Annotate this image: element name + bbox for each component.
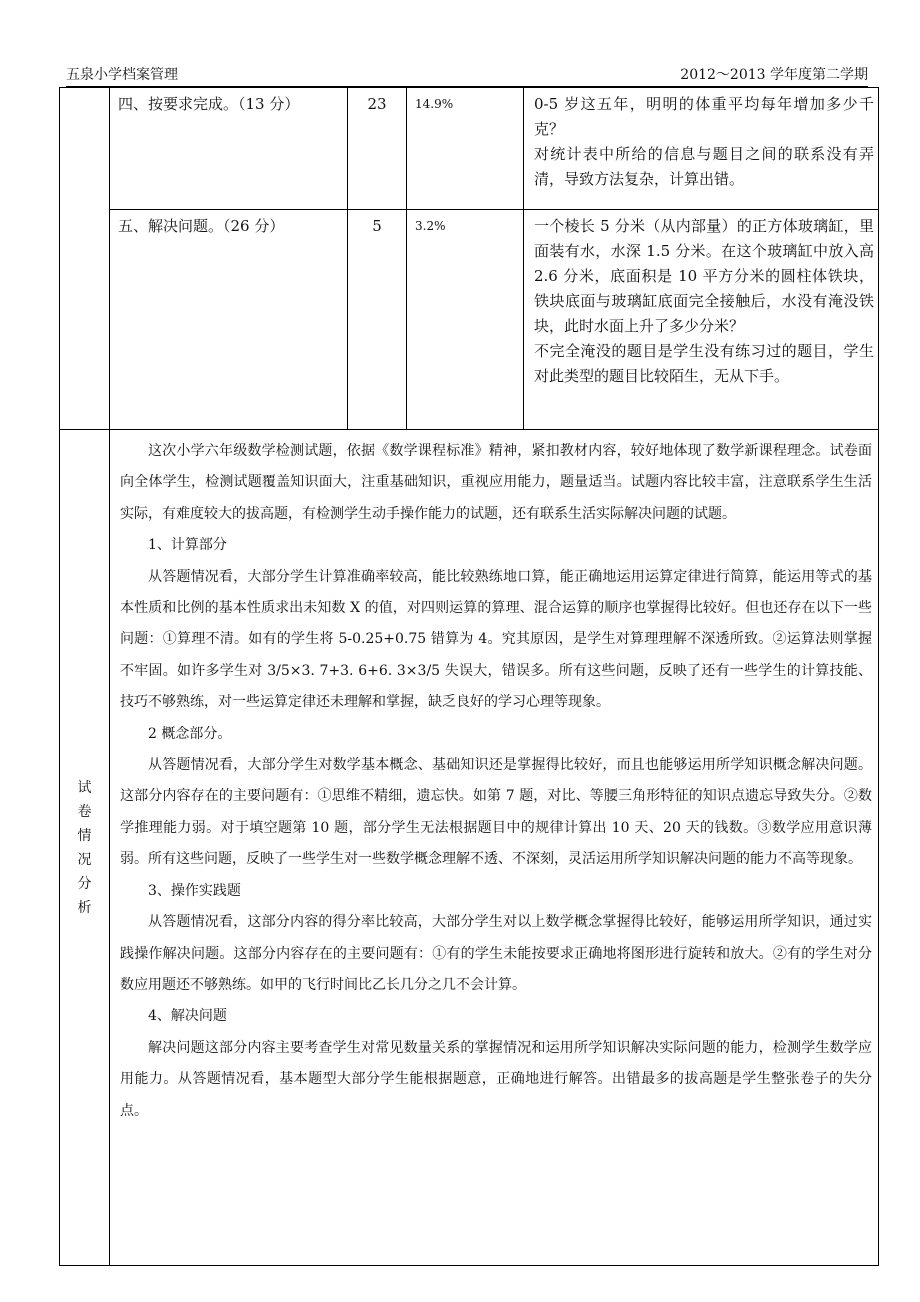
school-term: 2012～2013 学年度第二学期	[680, 67, 868, 83]
error-reason: 不完全淹没的题目是学生没有练习过的题目，学生对此类型的题目比较陌生，无从下手。	[534, 342, 874, 385]
section-body-calculation: 从答题情况看，大部分学生计算准确率较高，能比较熟练地口算，能正确地运用运算定律进行简算，能运用等式的基本性质和比例的基本性质求出未知数 X 的值，对四则运算的算理、混合运算的顺序也掌握得比较好。但也还存在以下一些问题：①算理不清。如有的学生将 5-0.25+0.75 错算为 4。究其原因，是学生对算理理解不深透所致。②运算法则掌握不牢固。如许多学生对 3/5×3. 7+3. 6+6. 3×3/5 失误大，错误多。所有这些问题，反映了还有一些学生的计算技能、技巧不够熟练，对一些运算定律还未理解和掌握，缺乏良好的学习心理等现象。	[120, 568, 872, 711]
side-label: 试卷情况分析	[77, 779, 92, 916]
typical-error-cell	[524, 210, 879, 430]
question-cell: 四、按要求完成。（13 分）	[110, 88, 348, 210]
table-row	[60, 88, 879, 210]
section-body-problem-solving: 解决问题这部分内容主要考查学生对常见数量关系的掌握情况和运用所学知识解决实际问题的能力，检测学生数学应用能力。从答题情况看，基本题型大部分学生能根据题意，正确地进行解答。出错最多的拔高题是学生整张卷子的失分点。	[120, 1039, 872, 1119]
side-label-cell	[60, 430, 110, 1266]
section-body-practice: 从答题情况看，这部分内容的得分率比较高，大部分学生对以上数学概念掌握得比较好，能够运用所学知识，通过实践操作解决问题。这部分内容存在的主要问题有：①有的学生未能按要求正确地将图形进行旋转和放大。②有的学生对分数应用题还不够熟练。如甲的飞行时间比乙长几分之几不会计算。	[120, 914, 872, 993]
blank-side-cell	[60, 88, 110, 430]
section-title-practice: 3、操作实践题	[148, 882, 241, 899]
analysis-content	[110, 430, 879, 1266]
page-header	[66, 64, 868, 86]
error-rate-cell: 14.9%	[407, 88, 524, 210]
error-count-cell: 5	[348, 210, 407, 430]
table-row	[60, 210, 879, 430]
error-count-cell: 23	[348, 88, 407, 210]
section-title-problem-solving: 4、解决问题	[148, 1008, 227, 1025]
school-archive-title: 五泉小学档案管理	[66, 67, 178, 83]
section-title-concept: 2 概念部分。	[148, 725, 232, 742]
section-body-concept: 从答题情况看，大部分学生对数学基本概念、基础知识还是掌握得比较好，而且也能够运用所学知识概念解决问题。这部分内容存在的主要问题有：①思维不精细，遗忘快。如第 7 题，对比、等腰三角形特征的知识点遗忘导致失分。②数学推理能力弱。对于填空题第 10 题，部分学生无法根据题目中的规律计算出 10 天、20 天的钱数。③数学应用意识薄弱。所有这些问题，反映了一些学生对一些数学概念理解不透、不深刻，灵活运用所学知识解决问题的能力不高等现象。	[120, 757, 872, 868]
analysis-table	[59, 87, 879, 1266]
question-cell: 五、解决问题。（26 分）	[110, 210, 348, 430]
section-title-calculation: 1、计算部分	[148, 537, 227, 554]
analysis-row	[60, 430, 879, 1266]
error-rate-cell: 3.2%	[407, 210, 524, 430]
error-example: 0-5 岁这五年，明明的体重平均每年增加多少千克？	[534, 95, 874, 138]
typical-error-cell	[524, 88, 879, 210]
analysis-intro: 这次小学六年级数学检测试题，依据《数学课程标准》精神，紧扣教材内容，较好地体现了数学新课程理念。试卷面向全体学生，检测试题覆盖知识面大，注重基础知识，重视应用能力，题量适当。试题内容比较丰富，注意联系学生生活实际，有难度较大的拔高题，有检测学生动手操作能力的试题，还有联系生活实际解决问题的试题。	[120, 443, 872, 522]
error-reason: 对统计表中所给的信息与题目之间的联系没有弄清，导致方法复杂，计算出错。	[534, 145, 874, 188]
error-example: 一个棱长 5 分米（从内部量）的正方体玻璃缸，里面装有水，水深 1.5 分米。在这个玻璃缸中放入高 2.6 分米，底面积是 10 平方分米的圆柱体铁块，铁块底面与玻璃缸底面完全接触后，水没有淹没铁块，此时水面上升了多少分米？	[534, 217, 874, 335]
